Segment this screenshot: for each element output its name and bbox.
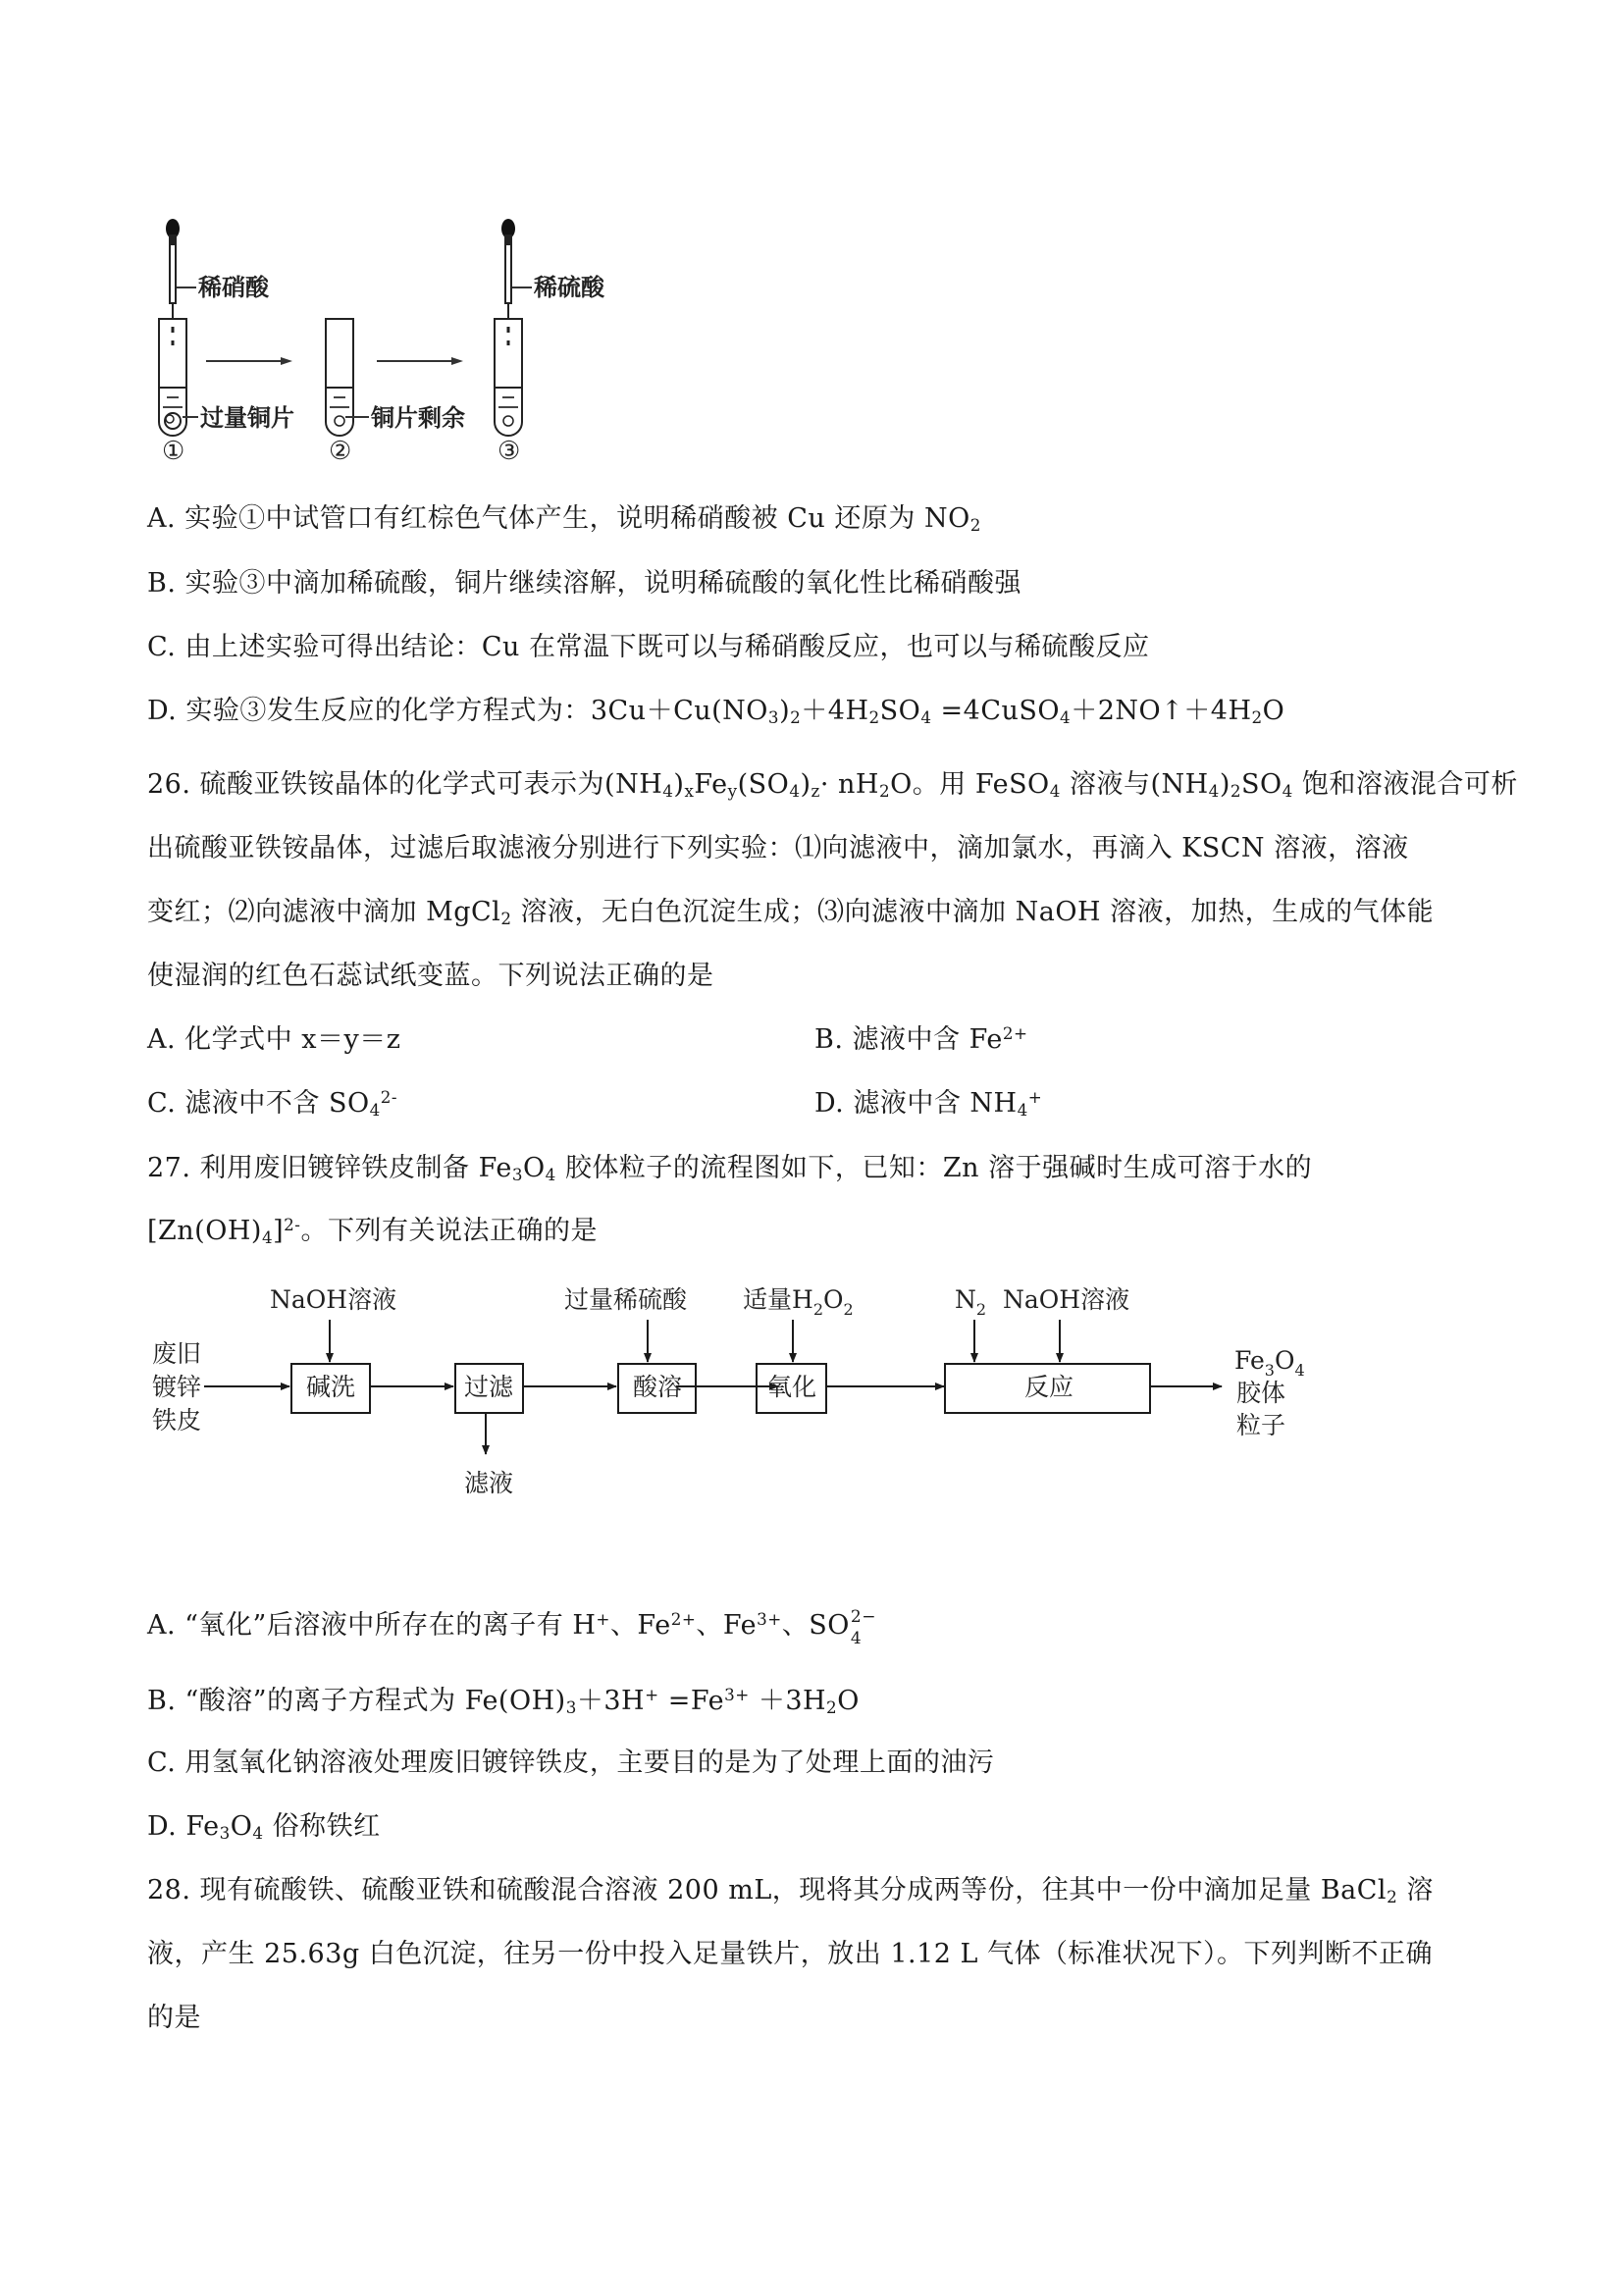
option-text: D. 滤液中含 NH <box>814 1088 1018 1119</box>
option-text: B. “酸溶”的离子方程式为 Fe(OH) <box>147 1686 566 1716</box>
subscript: 4 <box>1060 707 1072 728</box>
stem-text: 溶液与(NH <box>1060 769 1209 800</box>
dropper-icon <box>501 219 515 319</box>
subscript: 4 <box>1282 781 1293 802</box>
test-tube-2 <box>326 319 353 436</box>
q26-option-a <box>147 1023 400 1057</box>
equation-part: O <box>1262 696 1285 726</box>
subscript: 2 <box>790 707 802 728</box>
subscript: 3 <box>1264 1361 1275 1380</box>
filtrate-label: 滤液 <box>464 1469 514 1497</box>
q25-option-d <box>147 695 1284 728</box>
q26-option-c <box>147 1087 397 1121</box>
process-flow-diagram <box>137 1271 1315 1516</box>
product-text: Fe <box>1234 1346 1265 1375</box>
step-label: 反应 <box>1024 1373 1074 1401</box>
subscript: 4 <box>1017 1100 1028 1121</box>
superscript: 2- <box>284 1214 301 1234</box>
subscript: 4 <box>850 1629 863 1648</box>
subscript: 4 <box>545 1165 556 1185</box>
option-text: 俗称铁红 <box>263 1811 381 1842</box>
reagent-text: 适量H <box>743 1285 813 1314</box>
stem-text: 28. 现有硫酸铁、硫酸亚铁和硫酸混合溶液 200 mL，现将其分成两等份，往其中一份中滴加足量 BaCl <box>147 1875 1387 1905</box>
option-text: A. 实验①中试管口有红棕色气体产生，说明稀硝酸被 Cu 还原为 NO <box>147 503 970 534</box>
option-text: A. “氧化”后溶液中所存在的离子有 H <box>147 1610 597 1641</box>
option-text: B. 滤液中含 Fe <box>814 1024 1003 1055</box>
option-text: O <box>230 1811 253 1842</box>
option-text: ＋3H <box>576 1686 646 1716</box>
subscript: 2 <box>969 515 981 536</box>
superscript: 2− <box>850 1607 876 1627</box>
reagent-label: 过量稀硫酸 <box>564 1285 688 1314</box>
stem-text: 液，产生 25.63g 白色沉淀，往另一份中投入足量铁片，放出 1.12 L 气体（标准状况下）。下列判断不正确 <box>147 1939 1434 1969</box>
subscript: 4 <box>252 1823 264 1844</box>
subscript: 2 <box>500 909 512 929</box>
equation-part: ) <box>779 696 791 726</box>
stem-text: 溶 <box>1397 1875 1434 1905</box>
q28-stem-line-2 <box>147 1938 1433 1971</box>
subscript: 2 <box>868 707 880 728</box>
option-text: C. 用氢氧化钠溶液处理废旧镀锌铁皮，主要目的是为了处理上面的油污 <box>147 1748 995 1778</box>
subscript: 2 <box>1230 781 1242 802</box>
copper-acid-experiment-figure <box>137 211 726 471</box>
stem-text: ] <box>273 1216 285 1246</box>
option-text: O <box>837 1686 860 1716</box>
reagent-text: O <box>823 1285 844 1314</box>
subscript: 4 <box>369 1100 381 1121</box>
step-label: 过滤 <box>464 1373 514 1401</box>
subscript: 4 <box>920 707 932 728</box>
subscript: 2 <box>1251 707 1263 728</box>
tube-number-1: ① <box>162 437 185 466</box>
superscript: + <box>645 1684 659 1704</box>
equation-part: =4CuSO <box>931 696 1061 726</box>
stem-text: 。下列有关说法正确的是 <box>300 1216 598 1246</box>
q27-option-d <box>147 1810 381 1844</box>
label-dilute-sulfuric-acid: 稀硫酸 <box>534 273 604 301</box>
tube-number-2: ② <box>329 437 352 466</box>
product-label: 粒子 <box>1236 1411 1286 1439</box>
superscript: 3+ <box>724 1684 750 1704</box>
test-tube-1 <box>159 319 186 436</box>
reagent-label <box>955 1285 986 1319</box>
q27-stem-line-1 <box>147 1152 1312 1185</box>
step-label: 碱洗 <box>306 1373 356 1401</box>
q27-option-b <box>147 1685 860 1718</box>
q25-option-c <box>147 631 1150 664</box>
subscript: 3 <box>511 1165 523 1185</box>
stem-text: O <box>523 1153 546 1183</box>
subscript: 4 <box>1049 781 1061 802</box>
stem-text: 27. 利用废旧镀锌铁皮制备 Fe <box>147 1153 512 1183</box>
step-label: 氧化 <box>767 1373 817 1401</box>
option-text: 、SO <box>781 1610 850 1641</box>
subscript: 4 <box>662 781 674 802</box>
stem-text: 硫酸亚铁铵晶体的化学式可表示为(NH <box>199 769 663 800</box>
equation-part: ＋4H <box>801 696 869 726</box>
reagent-text: N <box>955 1285 976 1314</box>
option-text: A. 化学式中 x＝y＝z <box>147 1024 401 1055</box>
q25-option-a <box>147 502 981 536</box>
stem-text: 变红；⑵向滤液中滴加 MgCl <box>147 897 501 927</box>
stem-text: 的是 <box>147 2003 201 2033</box>
q26-stem-line-3 <box>147 896 1434 929</box>
stem-text: O。用 FeSO <box>890 769 1050 800</box>
option-text: ＋3H <box>749 1686 827 1716</box>
equation-part: SO <box>879 696 921 726</box>
superscript: 3+ <box>757 1608 782 1629</box>
q26-option-b <box>814 1023 1028 1057</box>
q27-option-a <box>147 1607 876 1648</box>
dropper-icon <box>166 219 180 319</box>
option-text: =Fe <box>658 1686 725 1716</box>
stem-text: 使湿润的红色石蕊试纸变蓝。下列说法正确的是 <box>147 961 714 991</box>
option-text: D. 实验③发生反应的化学方程式为：3Cu＋Cu(NO <box>147 696 768 726</box>
label-excess-copper: 过量铜片 <box>200 403 294 432</box>
option-text: C. 滤液中不含 SO <box>147 1088 370 1119</box>
reagent-label <box>743 1285 854 1319</box>
stem-text: ) <box>673 769 685 800</box>
subscript: 3 <box>767 707 780 728</box>
flow-start-label: 镀锌 <box>152 1373 202 1401</box>
test-tube-3 <box>495 319 522 436</box>
equation-part: ＋2NO↑＋4H <box>1071 696 1252 726</box>
stem-text: 出硫酸亚铁铵晶体，过滤后取滤液分别进行下列实验：⑴向滤液中，滴加氯水，再滴入 KSCN 溶液，溶液 <box>147 833 1409 863</box>
label-dilute-nitric-acid: 稀硝酸 <box>198 273 269 301</box>
stem-text: (SO <box>737 769 790 800</box>
q26-option-d <box>814 1087 1042 1121</box>
superscript: + <box>596 1608 610 1629</box>
stem-text: 溶液，无白色沉淀生成；⑶向滤液中滴加 NaOH 溶液，加热，生成的气体能 <box>511 897 1435 927</box>
q27-stem-line-2 <box>147 1215 598 1248</box>
subscript: 4 <box>1294 1361 1305 1380</box>
superscript: 2+ <box>670 1608 697 1629</box>
subscript: 2 <box>975 1300 987 1319</box>
stem-text: 胶体粒子的流程图如下，已知：Zn 溶于强碱时生成可溶于水的 <box>555 1153 1313 1183</box>
product-label <box>1234 1346 1305 1380</box>
stem-text: · nH <box>819 769 879 800</box>
question-number: 26. <box>147 769 191 800</box>
subscript: 4 <box>261 1227 274 1248</box>
option-text: D. Fe <box>147 1811 220 1842</box>
subscript: 2 <box>1387 1887 1398 1907</box>
ion-charge-stack <box>850 1607 876 1648</box>
q27-option-c <box>147 1747 994 1780</box>
q28-stem-line-1 <box>147 1874 1434 1907</box>
reagent-label: NaOH溶液 <box>270 1285 397 1314</box>
flow-start-label: 铁皮 <box>152 1406 202 1435</box>
reagent-label: NaOH溶液 <box>1003 1285 1130 1314</box>
stem-text: ) <box>1219 769 1230 800</box>
product-text: O <box>1274 1346 1295 1375</box>
subscript: 4 <box>1208 781 1220 802</box>
option-text: C. 由上述实验可得出结论：Cu 在常温下既可以与稀硝酸反应，也可以与稀硫酸反应 <box>147 632 1150 662</box>
step-label: 酸溶 <box>633 1373 683 1401</box>
stem-text: [Zn(OH) <box>147 1216 262 1246</box>
q26-stem-line-1 <box>147 768 1518 802</box>
product-label: 胶体 <box>1236 1379 1286 1407</box>
tube-number-3: ③ <box>497 437 521 466</box>
subscript: 2 <box>878 781 891 802</box>
subscript: z <box>811 781 820 802</box>
superscript: 2- <box>380 1086 398 1107</box>
stem-text: 饱和溶液混合可析 <box>1292 769 1518 800</box>
stem-text: Fe <box>694 769 728 800</box>
option-text: 、Fe <box>696 1610 758 1641</box>
subscript: 3 <box>219 1823 231 1844</box>
superscript: 2+ <box>1002 1022 1028 1043</box>
subscript: 4 <box>789 781 801 802</box>
subscript: 2 <box>812 1300 823 1319</box>
superscript: + <box>1027 1086 1043 1107</box>
q28-stem-line-3 <box>147 2002 201 2035</box>
option-text: 、Fe <box>609 1610 671 1641</box>
stem-text: ) <box>800 769 812 800</box>
label-copper-remaining: 铜片剩余 <box>371 403 465 432</box>
stem-text: SO <box>1241 769 1283 800</box>
subscript: y <box>727 781 738 802</box>
subscript: 3 <box>565 1697 577 1718</box>
flow-start-label: 废旧 <box>152 1339 202 1368</box>
subscript: x <box>684 781 695 802</box>
option-text: B. 实验③中滴加稀硫酸，铜片继续溶解，说明稀硫酸的氧化性比稀硝酸强 <box>147 568 1022 599</box>
q26-stem-line-2 <box>147 832 1409 865</box>
q26-stem-line-4 <box>147 960 714 993</box>
subscript: 2 <box>826 1697 838 1718</box>
subscript: 2 <box>843 1300 854 1319</box>
q25-option-b <box>147 567 1021 600</box>
